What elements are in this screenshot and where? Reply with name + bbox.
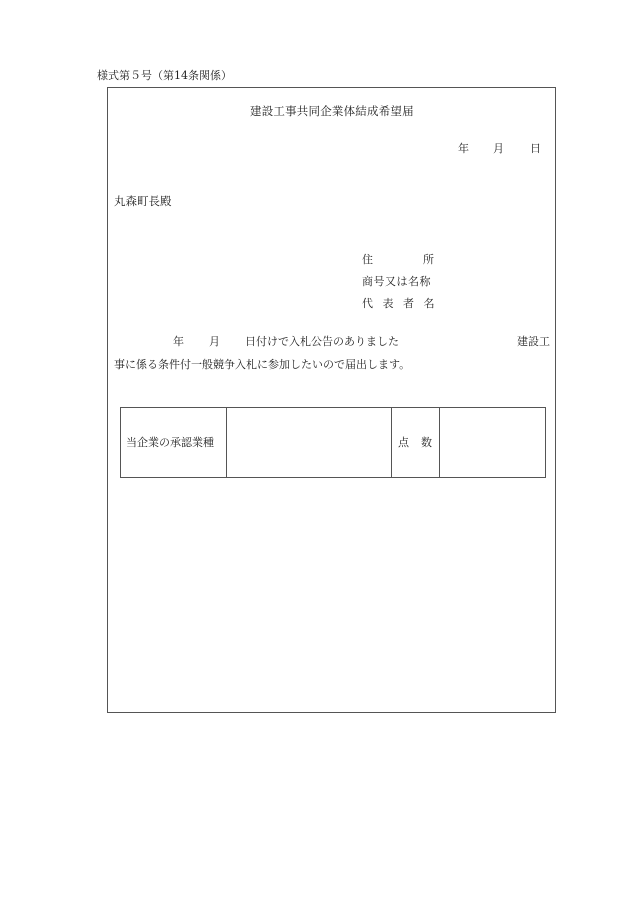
body-month-label: 月	[209, 335, 220, 348]
form-frame	[107, 87, 556, 713]
table-divider	[439, 408, 440, 477]
date-day-label: 日	[530, 142, 541, 155]
table-divider	[226, 408, 227, 477]
trade-name-label: 商号又は名称	[362, 275, 431, 288]
representative-label: 代 表 者 名	[362, 297, 435, 310]
address-label-2: 所	[423, 253, 434, 266]
body-year-label: 年	[173, 335, 184, 348]
form-title: 建設工事共同企業体結成希望届	[250, 104, 414, 118]
body-text-line-1-tail: 建設工	[517, 335, 550, 348]
score-label-1: 点	[398, 436, 409, 449]
table-divider	[391, 408, 392, 477]
address-label-1: 住	[362, 253, 373, 266]
body-text-line-2: 事に係る条件付一般競争入札に参加したいので届出します。	[114, 358, 411, 371]
body-text-line-1: 日付けで入札公告のありました	[245, 335, 399, 348]
approved-type-label: 当企業の承認業種	[126, 436, 214, 449]
date-month-label: 月	[493, 142, 504, 155]
form-number-label: 様式第５号（第14条関係）	[97, 69, 232, 82]
addressee: 丸森町長殿	[114, 194, 172, 208]
score-label-2: 数	[421, 436, 432, 449]
date-year-label: 年	[458, 142, 469, 155]
